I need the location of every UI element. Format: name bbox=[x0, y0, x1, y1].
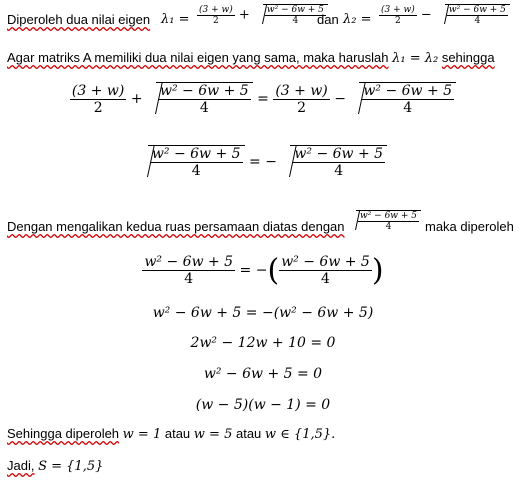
solution-w5: w = 5 bbox=[193, 427, 233, 442]
equation-lambda-equal: $\frac{(3 + w)}{2}$ + $\frac{\text{w² − 6w + 5}}{4}$ = $\frac{(3 + w)}{2}$ − $\frac{\text{w² − 6w + 5}}{4}$ bbox=[0, 82, 526, 116]
equation-expanded: w² − 6w + 5 = −(w² − 6w + 5) bbox=[152, 305, 374, 321]
equation-factored: (w − 5)(w − 1) = 0 bbox=[195, 397, 331, 413]
equation-simplified: w² − 6w + 5 = 0 bbox=[203, 366, 323, 382]
text-dengan-mengalikan: Dengan mengalikan kedua ruas persamaan diatas dengan bbox=[7, 219, 345, 234]
equation-squared: $\frac{\text{w² − 6w + 5}}{4}$ = −( $\frac{\text{w² − 6w + 5}}{4}$ ) bbox=[144, 253, 384, 288]
solution-w1: w = 1 bbox=[122, 427, 162, 442]
lambda1-label: λ₁ = bbox=[161, 12, 190, 27]
solution-set: S = {1,5} bbox=[38, 459, 104, 474]
text-sehingga-diperoleh: Sehingga diperoleh bbox=[7, 426, 120, 441]
multiplier-sqrt: $\frac{\text{w² − 6w + 5}}{4}$ bbox=[347, 210, 421, 232]
equation-combined: 2w² − 12w + 10 = 0 bbox=[190, 335, 336, 351]
text-diperoleh: Diperoleh dua nilai eigen bbox=[7, 12, 151, 27]
equation-sqrt-equal: $\frac{\text{w² − 6w + 5}}{4}$ = − $\frac{\text{w² − 6w + 5}}{4}$ bbox=[0, 145, 526, 179]
line-solution bbox=[7, 426, 335, 442]
lambda2-label: λ₂ = bbox=[343, 12, 372, 27]
lambda-equal: λ₁ = λ₂ bbox=[392, 51, 439, 66]
line-conclusion bbox=[7, 458, 103, 474]
lambda1-expression: $\frac{(3 + w)}{2}$ + $\frac{\text{w² − 6w + 5}}{4}$ bbox=[197, 4, 328, 26]
text-agar-matriks: Agar matriks A memiliki dua nilai eigen yang sama, maka haruslah bbox=[7, 50, 389, 65]
solution-set-membership: w ∈ {1,5}. bbox=[264, 427, 336, 442]
text-atau-1: atau bbox=[164, 426, 191, 441]
text-jadi: Jadi, bbox=[7, 458, 35, 473]
text-dan: dan bbox=[317, 12, 339, 27]
text-atau-2: atau bbox=[235, 426, 262, 441]
text-sehingga: sehingga bbox=[441, 50, 495, 65]
lambda2-expression: $\frac{(3 + w)}{2}$ − $\frac{\text{w² − 6w + 5}}{4}$ bbox=[379, 4, 510, 26]
text-maka-diperoleh: maka diperoleh bbox=[425, 219, 514, 234]
line-condition bbox=[7, 50, 495, 66]
